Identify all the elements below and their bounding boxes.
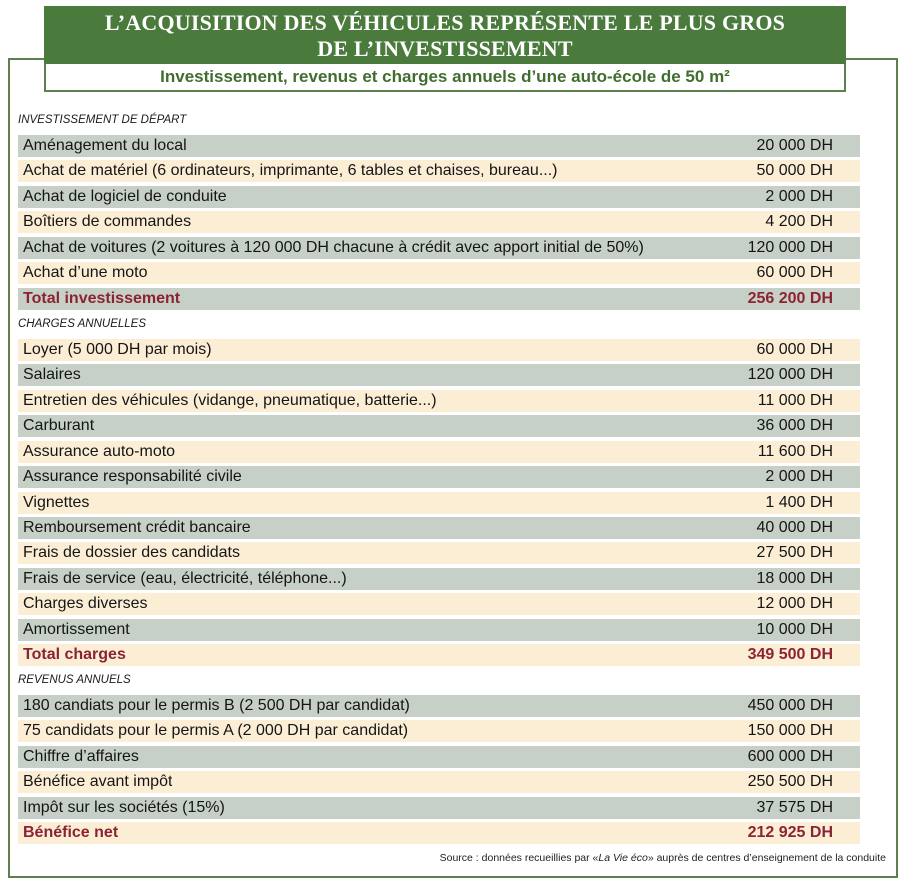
row-amount: 60 000 DH [756,341,833,358]
row-label: Frais de dossier des candidats [23,544,240,561]
section-label-revenus: REVENUS ANNUELS [18,674,131,686]
row-amount: 4 200 DH [765,213,833,230]
row-amount: 60 000 DH [756,264,833,281]
row-label: Carburant [23,417,95,434]
row-amount: 600 000 DH [747,748,833,765]
total-label: Total charges [23,646,126,663]
row-amount: 120 000 DH [747,366,833,383]
table-row [18,211,860,233]
row-label: Chiffre d’affaires [23,748,139,765]
table-row [18,542,860,564]
row-label: Achat d’une moto [23,264,148,281]
row-label: 75 candidats pour le permis A (2 000 DH par candidat) [23,722,409,739]
source-suffix: » auprès de centres d’enseignement de la conduite [647,852,886,864]
table-row [18,186,860,208]
table-row [18,492,860,514]
table-row [18,441,860,463]
row-amount: 10 000 DH [756,621,833,638]
table-row [18,619,860,641]
table-row [18,797,860,819]
row-amount: 40 000 DH [756,519,833,536]
row-label: Boîtiers de commandes [23,213,192,230]
row-amount: 11 000 DH [757,392,833,409]
total-amount: 349 500 DH [747,646,833,663]
row-label: Entretien des véhicules (vidange, pneumatique, batterie...) [23,392,437,409]
total-label: Total investissement [23,290,181,307]
row-label: Bénéfice avant impôt [23,773,173,790]
row-amount: 120 000 DH [747,239,833,256]
row-amount: 2 000 DH [765,468,833,485]
row-amount: 12 000 DH [756,595,833,612]
total-row-benefice [18,822,860,844]
table-row [18,771,860,793]
table-row [18,746,860,768]
row-amount: 450 000 DH [747,697,833,714]
title-line-1: L’ACQUISITION DES VÉHICULES REPRÉSENTE LE PLUS GROS [104,10,786,35]
row-amount: 18 000 DH [756,570,833,587]
row-label: Assurance responsabilité civile [23,468,242,485]
table-row [18,160,860,182]
row-label: Charges diverses [23,595,148,612]
total-row-charges [18,644,860,666]
row-label: Achat de voitures (2 voitures à 120 000 DH chacune à crédit avec apport initial de 50%) [23,239,644,256]
table-row [18,720,860,742]
source-note [440,852,886,864]
row-amount: 37 575 DH [756,799,833,816]
table-row [18,593,860,615]
row-label: 180 candiats pour le permis B (2 500 DH par candidat) [23,697,410,714]
row-amount: 11 600 DH [757,443,833,460]
row-label: Vignettes [23,494,90,511]
table-row [18,466,860,488]
table-row [18,568,860,590]
subtitle: Investissement, revenus et charges annuels d’une auto-école de 50 m² [44,64,846,92]
total-row-investissement [18,288,860,310]
row-label: Loyer (5 000 DH par mois) [23,341,212,358]
total-label: Bénéfice net [23,824,119,841]
row-label: Frais de service (eau, électricité, téléphone...) [23,570,347,587]
page-title [44,6,846,64]
section-label-investissement: INVESTISSEMENT DE DÉPART [18,114,187,126]
row-label: Achat de logiciel de conduite [23,188,227,205]
row-label: Amortissement [23,621,130,638]
total-amount: 256 200 DH [747,290,833,307]
row-amount: 150 000 DH [747,722,833,739]
table-row [18,237,860,259]
row-label: Salaires [23,366,81,383]
table-row [18,390,860,412]
row-label: Remboursement crédit bancaire [23,519,251,536]
row-label: Achat de matériel (6 ordinateurs, imprimante, 6 tables et chaises, bureau...) [23,162,558,179]
section-label-charges: CHARGES ANNUELLES [18,318,147,330]
row-amount: 36 000 DH [756,417,833,434]
table-row [18,339,860,361]
row-label: Assurance auto-moto [23,443,176,460]
table-row [18,135,860,157]
row-amount: 50 000 DH [756,162,833,179]
total-amount: 212 925 DH [747,824,833,841]
table-row [18,517,860,539]
source-prefix: Source : données recueillies par « [439,852,599,864]
table-row [18,695,860,717]
row-amount: 20 000 DH [756,137,833,154]
title-line-2: DE L’INVESTISSEMENT [317,36,573,61]
table-row [18,364,860,386]
row-amount: 1 400 DH [765,494,833,511]
row-amount: 250 500 DH [747,773,833,790]
table-row [18,415,860,437]
row-amount: 2 000 DH [765,188,833,205]
source-publication: La Vie éco [598,852,648,864]
row-label: Impôt sur les sociétés (15%) [23,799,225,816]
row-label: Aménagement du local [23,137,187,154]
table-row [18,262,860,284]
row-amount: 27 500 DH [756,544,833,561]
